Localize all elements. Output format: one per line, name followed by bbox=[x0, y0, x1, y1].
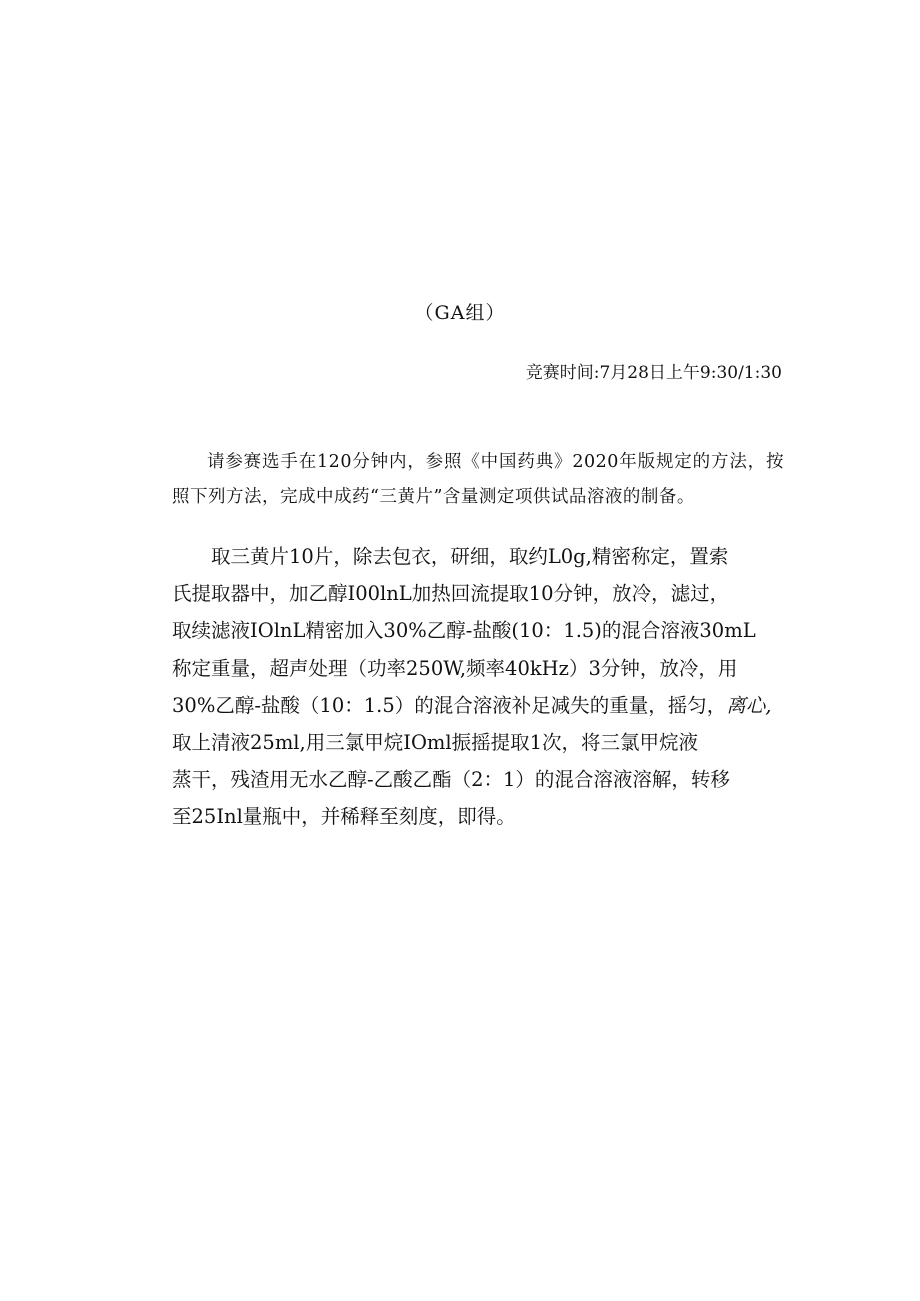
procedure-line-3: 取续滤液IOlnL精密加入30%乙醇-盐酸(10：1.5)的混合溶液30mL bbox=[172, 619, 756, 643]
centrifuge-italic-text: 离心, bbox=[726, 693, 772, 717]
procedure-line-6: 取上清液25ml,用三氯甲烷IOml振摇提取1次，将三氯甲烷液 bbox=[172, 731, 699, 755]
procedure-line-2: 氏提取器中，加乙醇I00lnL加热回流提取10分钟，放冷，滤过， bbox=[172, 582, 730, 606]
procedure-line-5 bbox=[172, 687, 784, 724]
competition-time: 竞赛时间:7月28日上午9:30/1:30 bbox=[525, 363, 782, 383]
procedure-line-4: 称定重量，超声处理（功率250W,频率40kHz）3分钟，放冷，用 bbox=[172, 656, 738, 680]
procedure-line-8: 至25Inl量瓶中，并稀释至刻度，即得。 bbox=[172, 805, 516, 829]
group-title: （GA组） bbox=[414, 302, 506, 324]
procedure-line-7: 蒸干，残渣用无水乙醇-乙酸乙酯（2：1）的混合溶液溶解，转移 bbox=[172, 768, 730, 792]
instructions-paragraph: 请参赛选手在120分钟内，参照《中国药典》2020年版规定的方法，按照下列方法，完成中成药“三黄片”含量测定项供试品溶液的制备。 bbox=[172, 452, 784, 507]
procedure-line-1: 取三黄片10片，除去包衣，研细，取约L0g,精密称定，置索 bbox=[211, 545, 729, 568]
procedure-paragraph bbox=[172, 538, 784, 836]
procedure-line-5-text: 30%乙醇-盐酸（10：1.5）的混合溶液补足减失的重量，摇匀， bbox=[172, 693, 727, 717]
